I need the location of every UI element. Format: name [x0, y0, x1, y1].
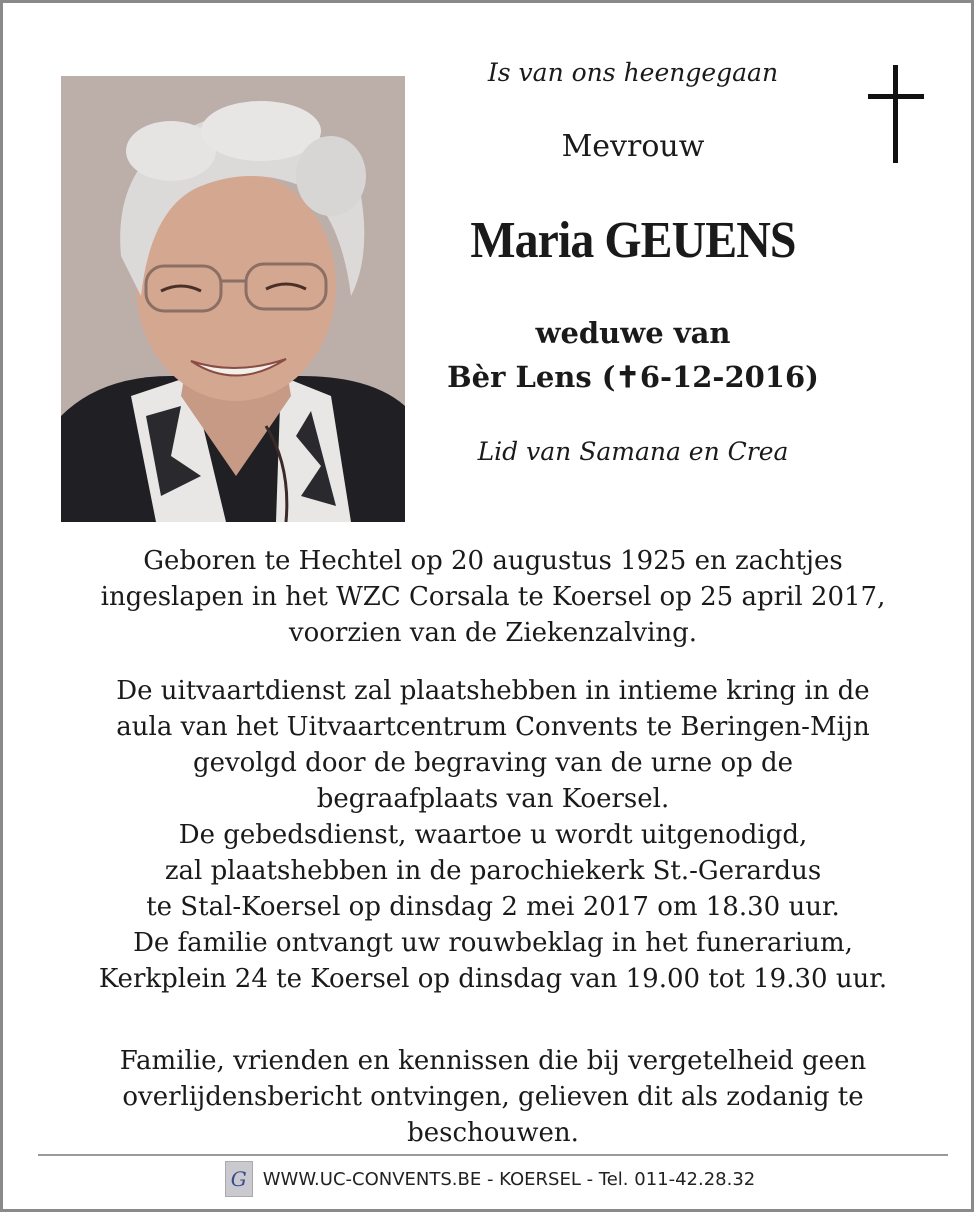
intro-line: Is van ons heengegaan — [487, 58, 779, 87]
deceased-name: Maria GEUENS — [470, 212, 796, 269]
service-line: De uitvaartdienst zal plaatshebben in intieme kring in de — [116, 676, 870, 706]
service-line: gevolgd door de begraving van de urne op de — [192, 748, 794, 778]
birth-line: Geboren te Hechtel op 20 augustus 1925 en zachtjes — [143, 546, 843, 576]
membership-line: Lid van Samana en Crea — [477, 437, 789, 466]
portrait-photo — [61, 76, 405, 522]
service-line: De familie ontvangt uw rouwbeklag in het funerarium, — [133, 928, 853, 958]
note-line: overlijdensbericht ontvingen, gelieven dit als zodanig te — [122, 1082, 864, 1112]
service-line: begraafplaats van Koersel. — [316, 784, 670, 814]
husband-name: Bèr Lens (✝6-12-2016) — [447, 360, 819, 394]
birth-line: voorzien van de Ziekenzalving. — [288, 618, 698, 648]
service-line: aula van het Uitvaartcentrum Convents te Beringen-Mijn — [116, 712, 870, 742]
service-paragraph — [43, 673, 943, 997]
birth-death-paragraph — [43, 543, 943, 651]
service-line: zal plaatshebben in de parochiekerk St.-Gerardus — [164, 856, 822, 886]
service-line: te Stal-Koersel op dinsdag 2 mei 2017 om 18.30 uur. — [146, 892, 840, 922]
service-line: De gebedsdienst, waartoe u wordt uitgenodigd, — [178, 820, 808, 850]
birth-line: ingeslapen in het WZC Corsala te Koersel op 25 april 2017, — [100, 582, 886, 612]
cross-icon — [868, 65, 924, 163]
footer-divider — [38, 1154, 948, 1156]
note-line: beschouwen. — [407, 1118, 579, 1148]
portrait-illustration — [61, 76, 405, 522]
footer — [3, 1161, 977, 1197]
notice-paragraph — [43, 1043, 943, 1151]
service-line: Kerkplein 24 te Koersel op dinsdag van 19.00 tot 19.30 uur. — [98, 964, 888, 994]
honorific: Mevrouw — [561, 129, 705, 164]
footer-contact[interactable]: WWW.UC-CONVENTS.BE - KOERSEL - Tel. 011-42.28.32 — [262, 1168, 756, 1190]
widow-of-label: weduwe van — [535, 316, 731, 350]
note-line: Familie, vrienden en kennissen die bij vergetelheid geen — [119, 1046, 867, 1076]
funeral-home-logo-icon: G — [225, 1161, 253, 1197]
